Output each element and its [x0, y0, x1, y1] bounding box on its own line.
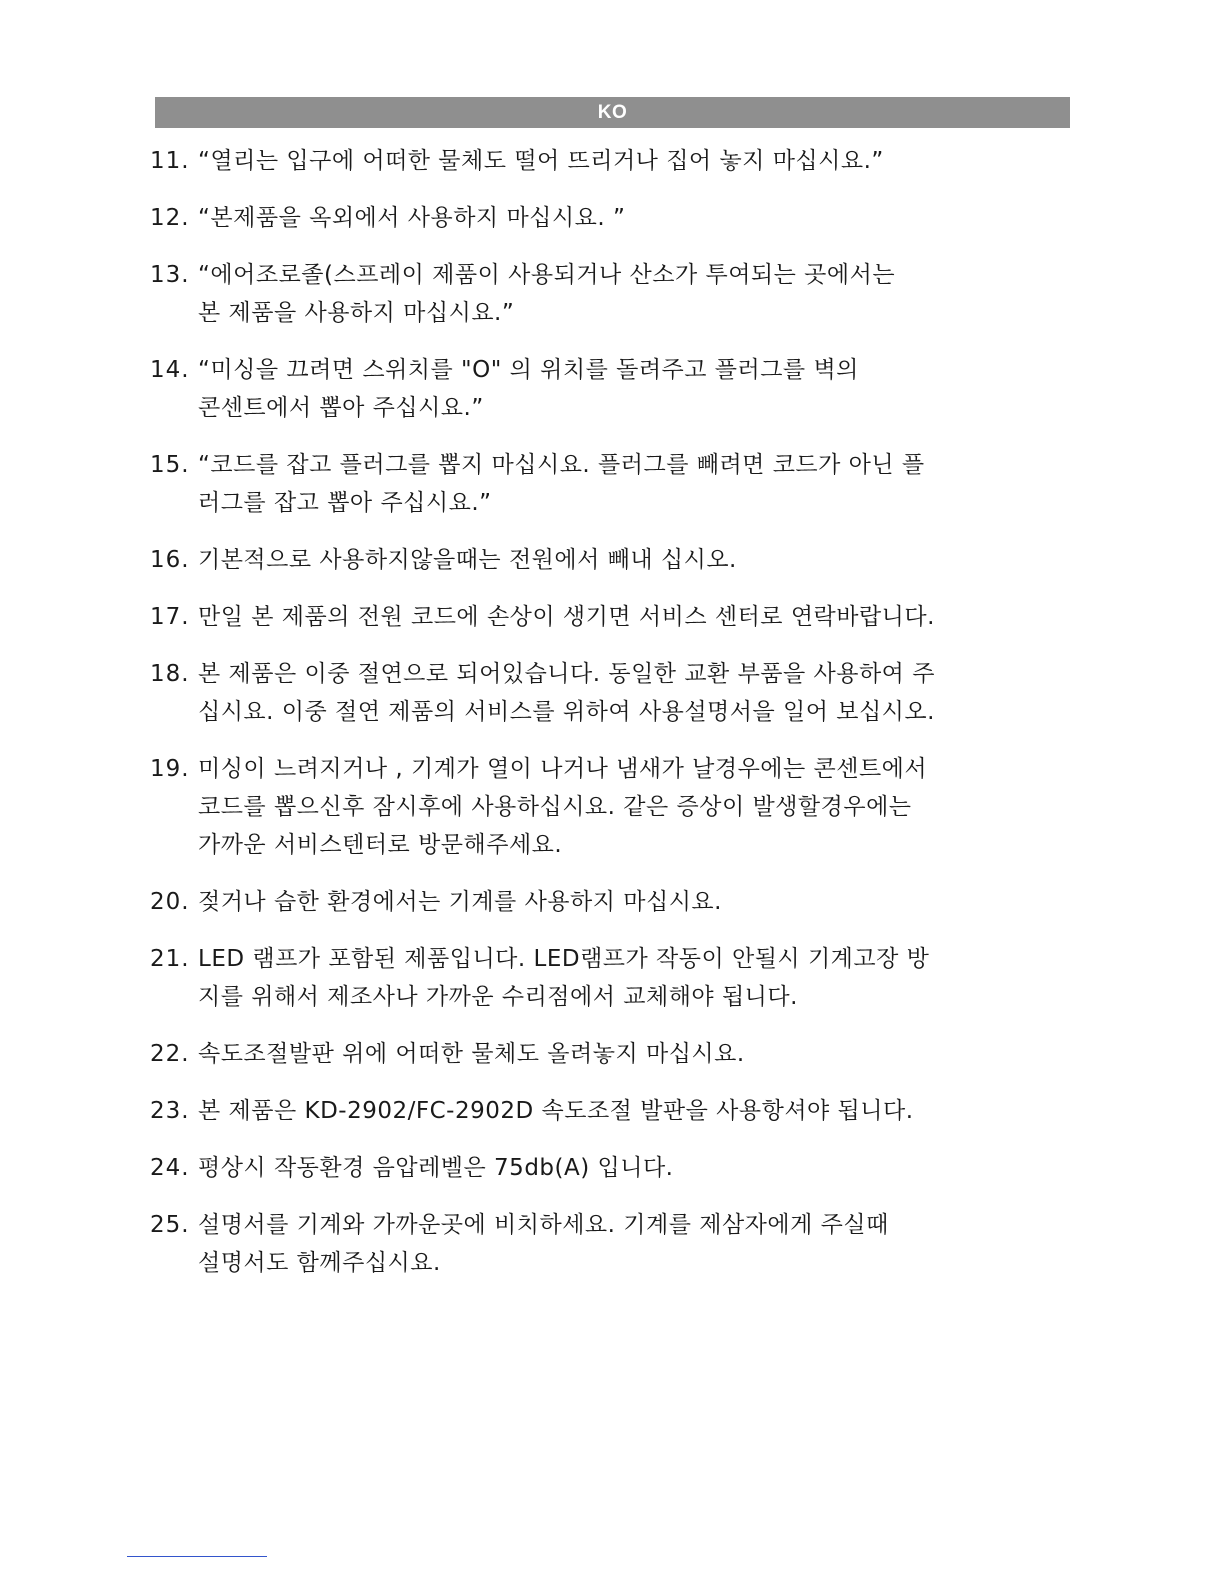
item-text: “에어조로졸(스프레이 제품이 사용되거나 산소가 투여되는 곳에서는 본 제품을 사용하지 마십시요.” [198, 262, 896, 326]
item-number: 24. [150, 1155, 190, 1181]
item-number: 18. [150, 661, 190, 687]
item-text: 기본적으로 사용하지않을때는 전원에서 빼내 십시오. [198, 547, 737, 573]
list-item [150, 446, 1070, 522]
footer-divider [127, 1556, 267, 1557]
item-text: 설명서를 기계와 가까운곳에 비치하세요. 기계를 제삼자에게 주실때 설명서도 함께주십시요. [198, 1212, 889, 1276]
item-number: 21. [150, 946, 190, 972]
item-number: 23. [150, 1098, 190, 1124]
item-text: 본 제품은 KD-2902/FC-2902D 속도조절 발판을 사용항셔야 됩니다. [198, 1098, 914, 1124]
list-item [150, 351, 1070, 427]
item-number: 15. [150, 452, 190, 478]
item-number: 16. [150, 547, 190, 573]
item-number: 17. [150, 604, 190, 630]
list-item [150, 750, 1070, 864]
item-text: “코드를 잡고 플러그를 뽑지 마십시요. 플러그를 빼려면 코드가 아닌 플 러그를 잡고 뽑아 주십시요.” [198, 452, 925, 516]
item-number: 13. [150, 262, 190, 288]
list-item [150, 199, 1070, 237]
item-number: 25. [150, 1212, 190, 1238]
item-text: 만일 본 제품의 전원 코드에 손상이 생기면 서비스 센터로 연락바랍니다. [198, 604, 935, 630]
item-text: LED 램프가 포함된 제품입니다. LED램프가 작동이 안될시 기계고장 방 지를 위해서 제조사나 가까운 수리점에서 교체해야 됩니다. [198, 946, 930, 1010]
item-text: “열리는 입구에 어떠한 물체도 떨어 뜨리거나 집어 놓지 마십시요.” [198, 148, 884, 174]
item-text: “본제품을 옥외에서 사용하지 마십시요. ” [198, 205, 626, 231]
item-text: 속도조절발판 위에 어떠한 물체도 올려놓지 마십시요. [198, 1041, 745, 1067]
safety-instructions-list [150, 142, 1070, 1301]
list-item [150, 1035, 1070, 1073]
list-item [150, 655, 1070, 731]
list-item [150, 541, 1070, 579]
list-item [150, 1149, 1070, 1187]
language-code: KO [597, 102, 628, 123]
list-item [150, 940, 1070, 1016]
item-number: 20. [150, 889, 190, 915]
list-item [150, 598, 1070, 636]
item-text: 평상시 작동환경 음압레벨은 75db(A) 입니다. [198, 1155, 674, 1181]
item-text: “미싱을 끄려면 스위치를 "O" 의 위치를 돌려주고 플러그를 벽의 콘센트에서 뽑아 주십시요.” [198, 357, 859, 421]
item-text: 미싱이 느려지거나 , 기계가 열이 나거나 냄새가 날경우에는 콘센트에서 코드를 뽑으신후 잠시후에 사용하십시요. 같은 증상이 발생할경우에는 가까운 서비스텐터로 방문해주세요. [198, 756, 928, 858]
list-item [150, 1092, 1070, 1130]
list-item [150, 142, 1070, 180]
language-header-bar [155, 97, 1070, 128]
item-number: 19. [150, 756, 190, 782]
item-number: 14. [150, 357, 190, 383]
item-text: 본 제품은 이중 절연으로 되어있습니다. 동일한 교환 부품을 사용하여 주 십시요. 이중 절연 제품의 서비스를 위하여 사용설명서을 일어 보십시오. [198, 661, 935, 725]
list-item [150, 1206, 1070, 1282]
item-number: 22. [150, 1041, 190, 1067]
item-number: 12. [150, 205, 190, 231]
item-text: 젖거나 습한 환경에서는 기계를 사용하지 마십시요. [198, 889, 722, 915]
list-item [150, 256, 1070, 332]
item-number: 11. [150, 148, 190, 174]
list-item [150, 883, 1070, 921]
